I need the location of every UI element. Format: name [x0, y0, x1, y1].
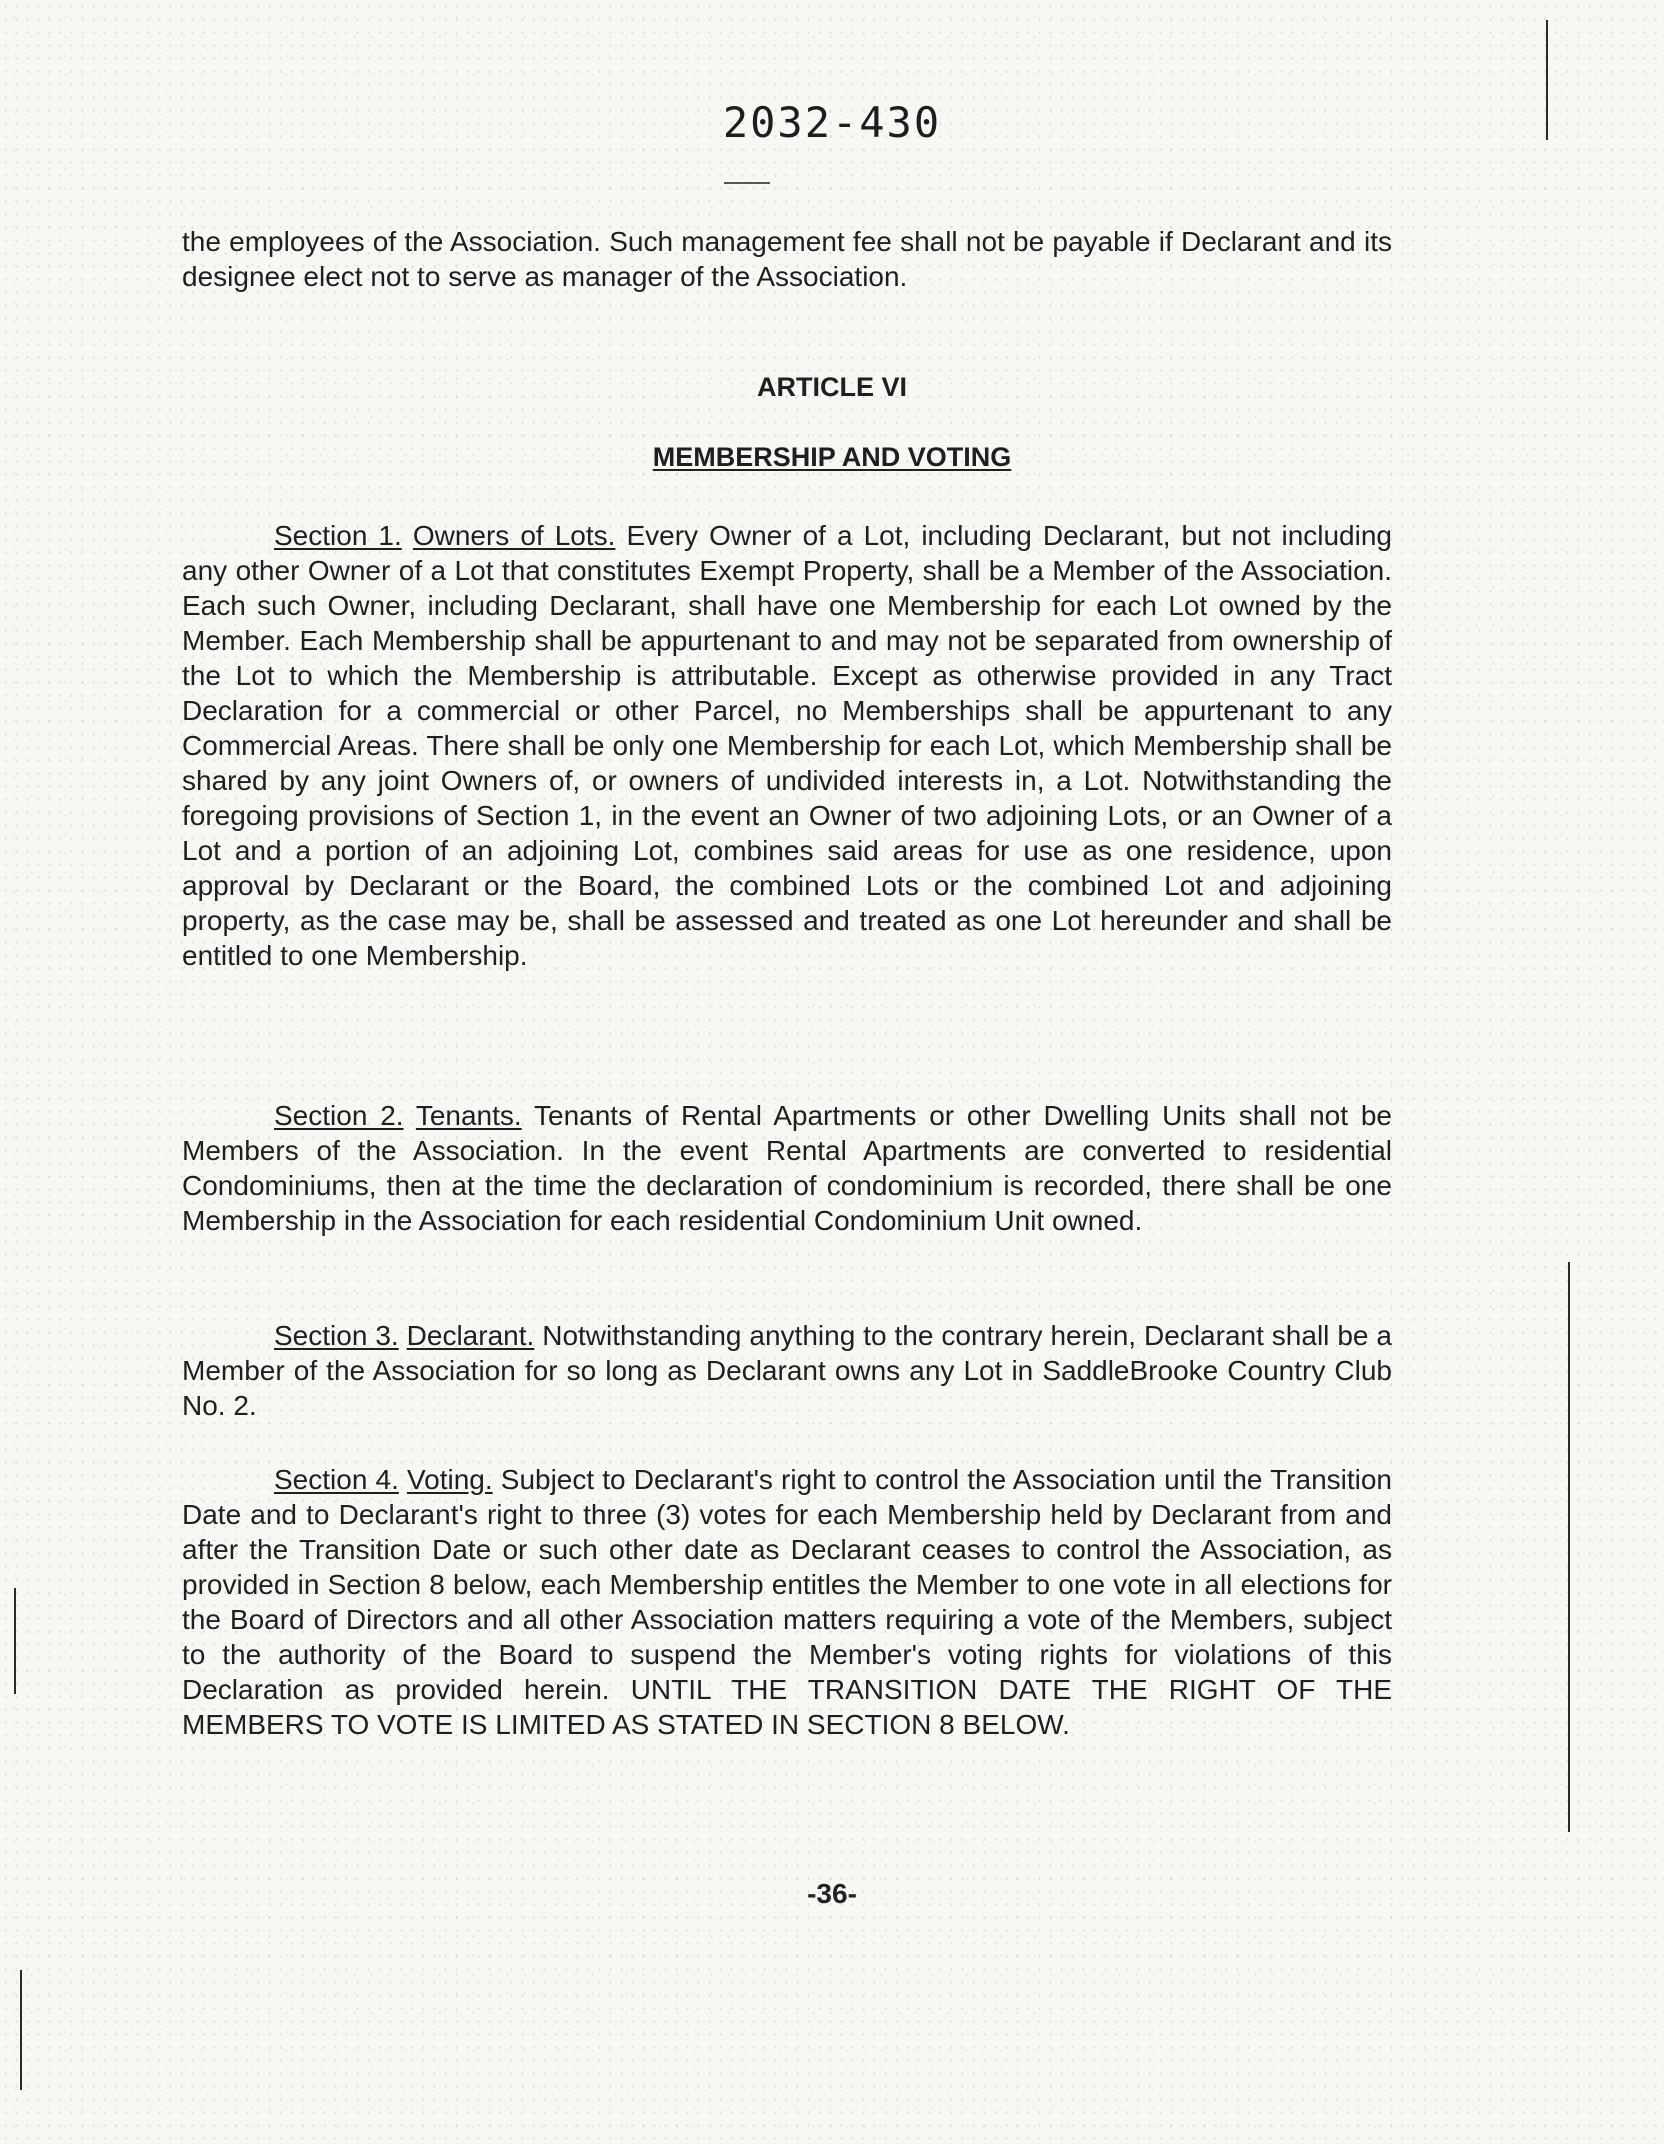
section-1-label: Section 1. [274, 520, 402, 551]
separator-dash [724, 182, 770, 184]
section-2-title: Tenants. [415, 1100, 522, 1131]
section-1-paragraph [182, 518, 1392, 973]
section-3-title: Declarant. [406, 1320, 535, 1351]
scan-edge-line-bottom-left [20, 1970, 22, 2090]
article-heading: ARTICLE VI [756, 372, 907, 402]
section-1-text: Every Owner of a Lot, including Declarant, but not including any other Owner of a Lot that constitutes Exempt Property, shall be a Member of the Association. Each such Owner, including Declarant, shall have one Membership for each Lot owned by the Member. Each Membership shall be appurtenant to and may not be separated from ownership of the Lot to which the Membership is attributable. Except as otherwise provided in any Tract Declaration for a commercial or other Parcel, no Memberships shall be appurtenant to any Commercial Areas. There shall be only one Membership for each Lot, which Membership shall be shared by any joint Owners of, or owners of undivided interests in, a Lot. Notwithstanding the foregoing provisions of Section 1, in the event an Owner of two adjoining Lots, or an Owner of a Lot and a portion of an adjoining Lot, combines said areas for use as one residence, upon approval by Declarant or the Board, the combined Lots or the combined Lot and adjoining property, as the case may be, shall be assessed and treated as one Lot hereunder and shall be entitled to one Membership. [182, 520, 1392, 971]
document-number: 2032-430 [722, 98, 942, 147]
intro-text: the employees of the Association. Such management fee shall not be payable if Declarant and its designee elect not to serve as manager of the Association. [182, 226, 1392, 292]
section-4-title: Voting. [407, 1464, 493, 1495]
scan-edge-line-left [14, 1588, 16, 1694]
section-4-paragraph [182, 1462, 1392, 1742]
section-3-paragraph [182, 1318, 1392, 1423]
section-2-label: Section 2. [274, 1100, 404, 1131]
intro-paragraph [182, 224, 1392, 294]
section-2-text: Tenants of Rental Apartments or other Dwelling Units shall not be Members of the Association. In the event Rental Apartments are converted to residential Condominiums, then at the time the declaration of condominium is recorded, there shall be one Membership in the Association for each residential Condominium Unit owned. [182, 1100, 1392, 1236]
section-3-label: Section 3. [274, 1320, 399, 1351]
section-4-label: Section 4. [274, 1464, 399, 1495]
section-2-paragraph [182, 1098, 1392, 1238]
section-3-text: Notwithstanding anything to the contrary herein, Declarant shall be a Member of the Association for so long as Declarant owns any Lot in SaddleBrooke Country Club No. 2. [182, 1320, 1393, 1421]
page-number: -36- [807, 1878, 857, 1909]
scan-edge-line-mid-right [1568, 1262, 1570, 1832]
section-4-text: Subject to Declarant's right to control the Association until the Transition Date and to Declarant's right to three (3) votes for each Membership held by Declarant from and after the Transition Date or such other date as Declarant ceases to control the Association, as provided in Section 8 below, each Membership entitles the Member to one vote in all elections for the Board of Directors and all other Association matters requiring a vote of the Members, subject to the authority of the Board to suspend the Member's voting rights for violations of this Declaration as provided herein. UNTIL THE TRANSITION DATE THE RIGHT OF THE MEMBERS TO VOTE IS LIMITED AS STATED IN SECTION 8 BELOW. [182, 1464, 1393, 1740]
article-title: MEMBERSHIP AND VOTING [652, 442, 1012, 472]
section-1-title: Owners of Lots. [412, 520, 616, 551]
